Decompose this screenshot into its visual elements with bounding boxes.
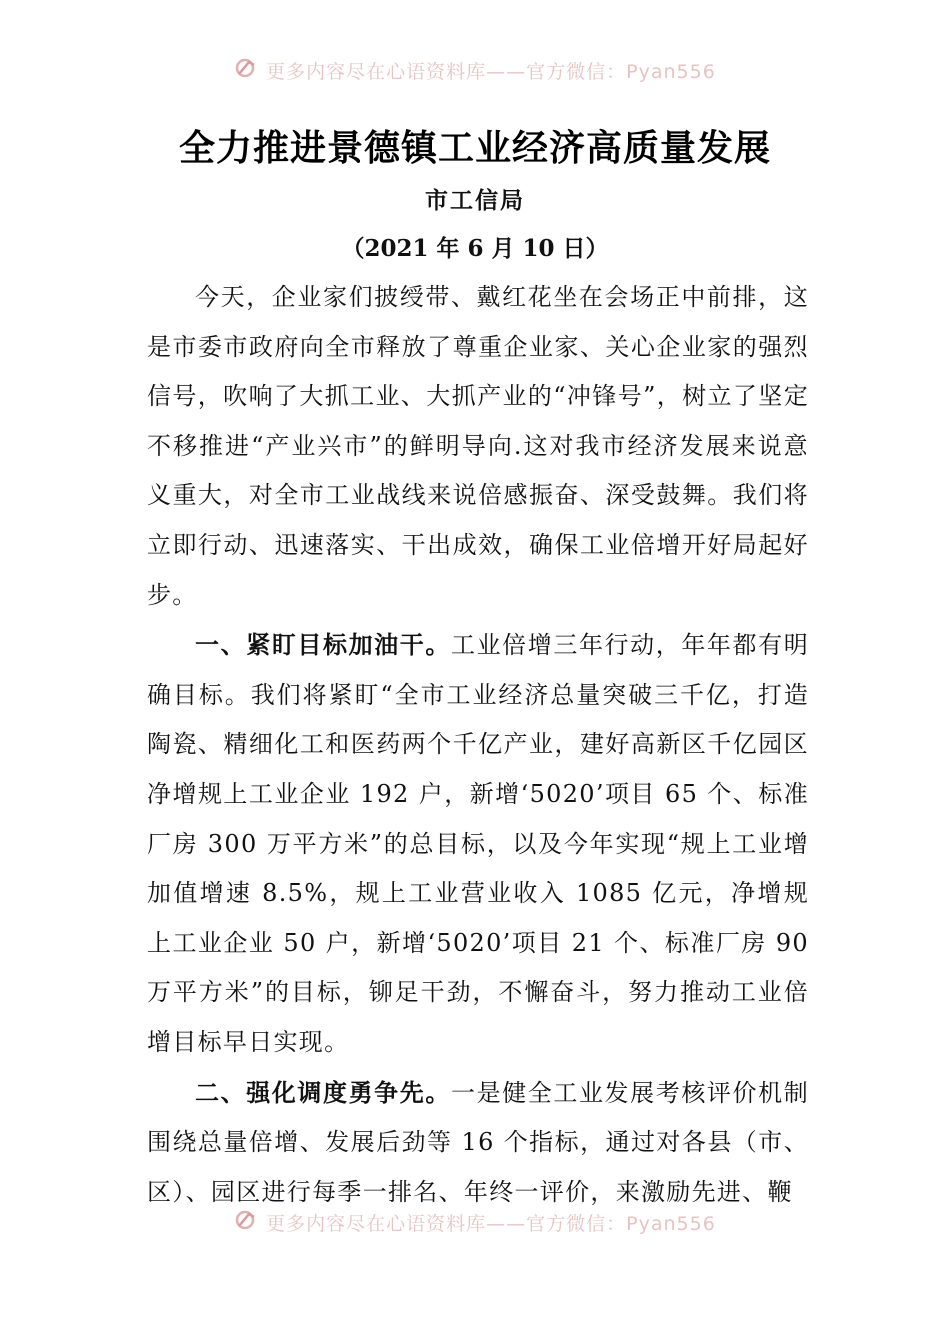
paragraph-text: 一是健全工业发展考核评价机制围绕总量倍增、发展后劲等 16 个指标，通过对各县（市、区）、园区进行每季一排名、年终一评价，来激励先进、鞭: [147, 1078, 810, 1206]
paragraph: [147, 620, 809, 1067]
paragraph-lead: 一、紧盯目标加油干。: [195, 630, 451, 660]
watermark-logo-icon: [234, 55, 260, 83]
watermark-top: [0, 54, 950, 82]
watermark-text: 更多内容尽在心语资料库——官方微信：Pyan556: [266, 61, 716, 82]
paragraph: [147, 1068, 809, 1218]
document-body: [147, 272, 809, 1217]
paragraph-text: 工业倍增三年行动，年年都有明确目标。我们将紧盯“全市工业经济总量突破三千亿，打造陶瓷、精细化工和医药两个千亿产业，建好高新区千亿园区净增规上工业企业 192 户，新增‘5020’项目 65 个、标准厂房 300 万平方米”的总目标，以及今年实现“规上工业增加值增速 8.5%，规上工业营业收入 1085 亿元，净增规上工业企业 50 户，新增‘5020’项目 21 个、标准厂房 90 万平方米”的目标，铆足干劲，不懈奋斗，努力推动工业倍增目标早日实现。: [147, 631, 810, 1056]
paragraph-text: 今天，企业家们披绶带、戴红花坐在会场正中前排，这是市委市政府向全市释放了尊重企业家、关心企业家的强烈信号，吹响了大抓工业、大抓产业的“冲锋号”，树立了坚定不移推进“产业兴市”的鲜明导向.这对我市经济发展来说意义重大，对全市工业战线来说倍感振奋、深受鼓舞。我们将立即行动、迅速落实、干出成效，确保工业倍增开好局起好步。: [147, 283, 809, 609]
watermark-logo-icon: [234, 1207, 260, 1235]
paragraph: [147, 272, 809, 620]
paragraph-lead: 二、强化调度勇争先。: [195, 1077, 451, 1107]
watermark-bottom: [0, 1206, 950, 1234]
document-title: 全力推进景德镇工业经济高质量发展: [178, 127, 771, 169]
watermark-text: 更多内容尽在心语资料库——官方微信：Pyan556: [266, 1213, 716, 1234]
document-date: （2021 年 6 月 10 日）: [341, 235, 609, 262]
document-author: 市工信局: [425, 187, 525, 214]
